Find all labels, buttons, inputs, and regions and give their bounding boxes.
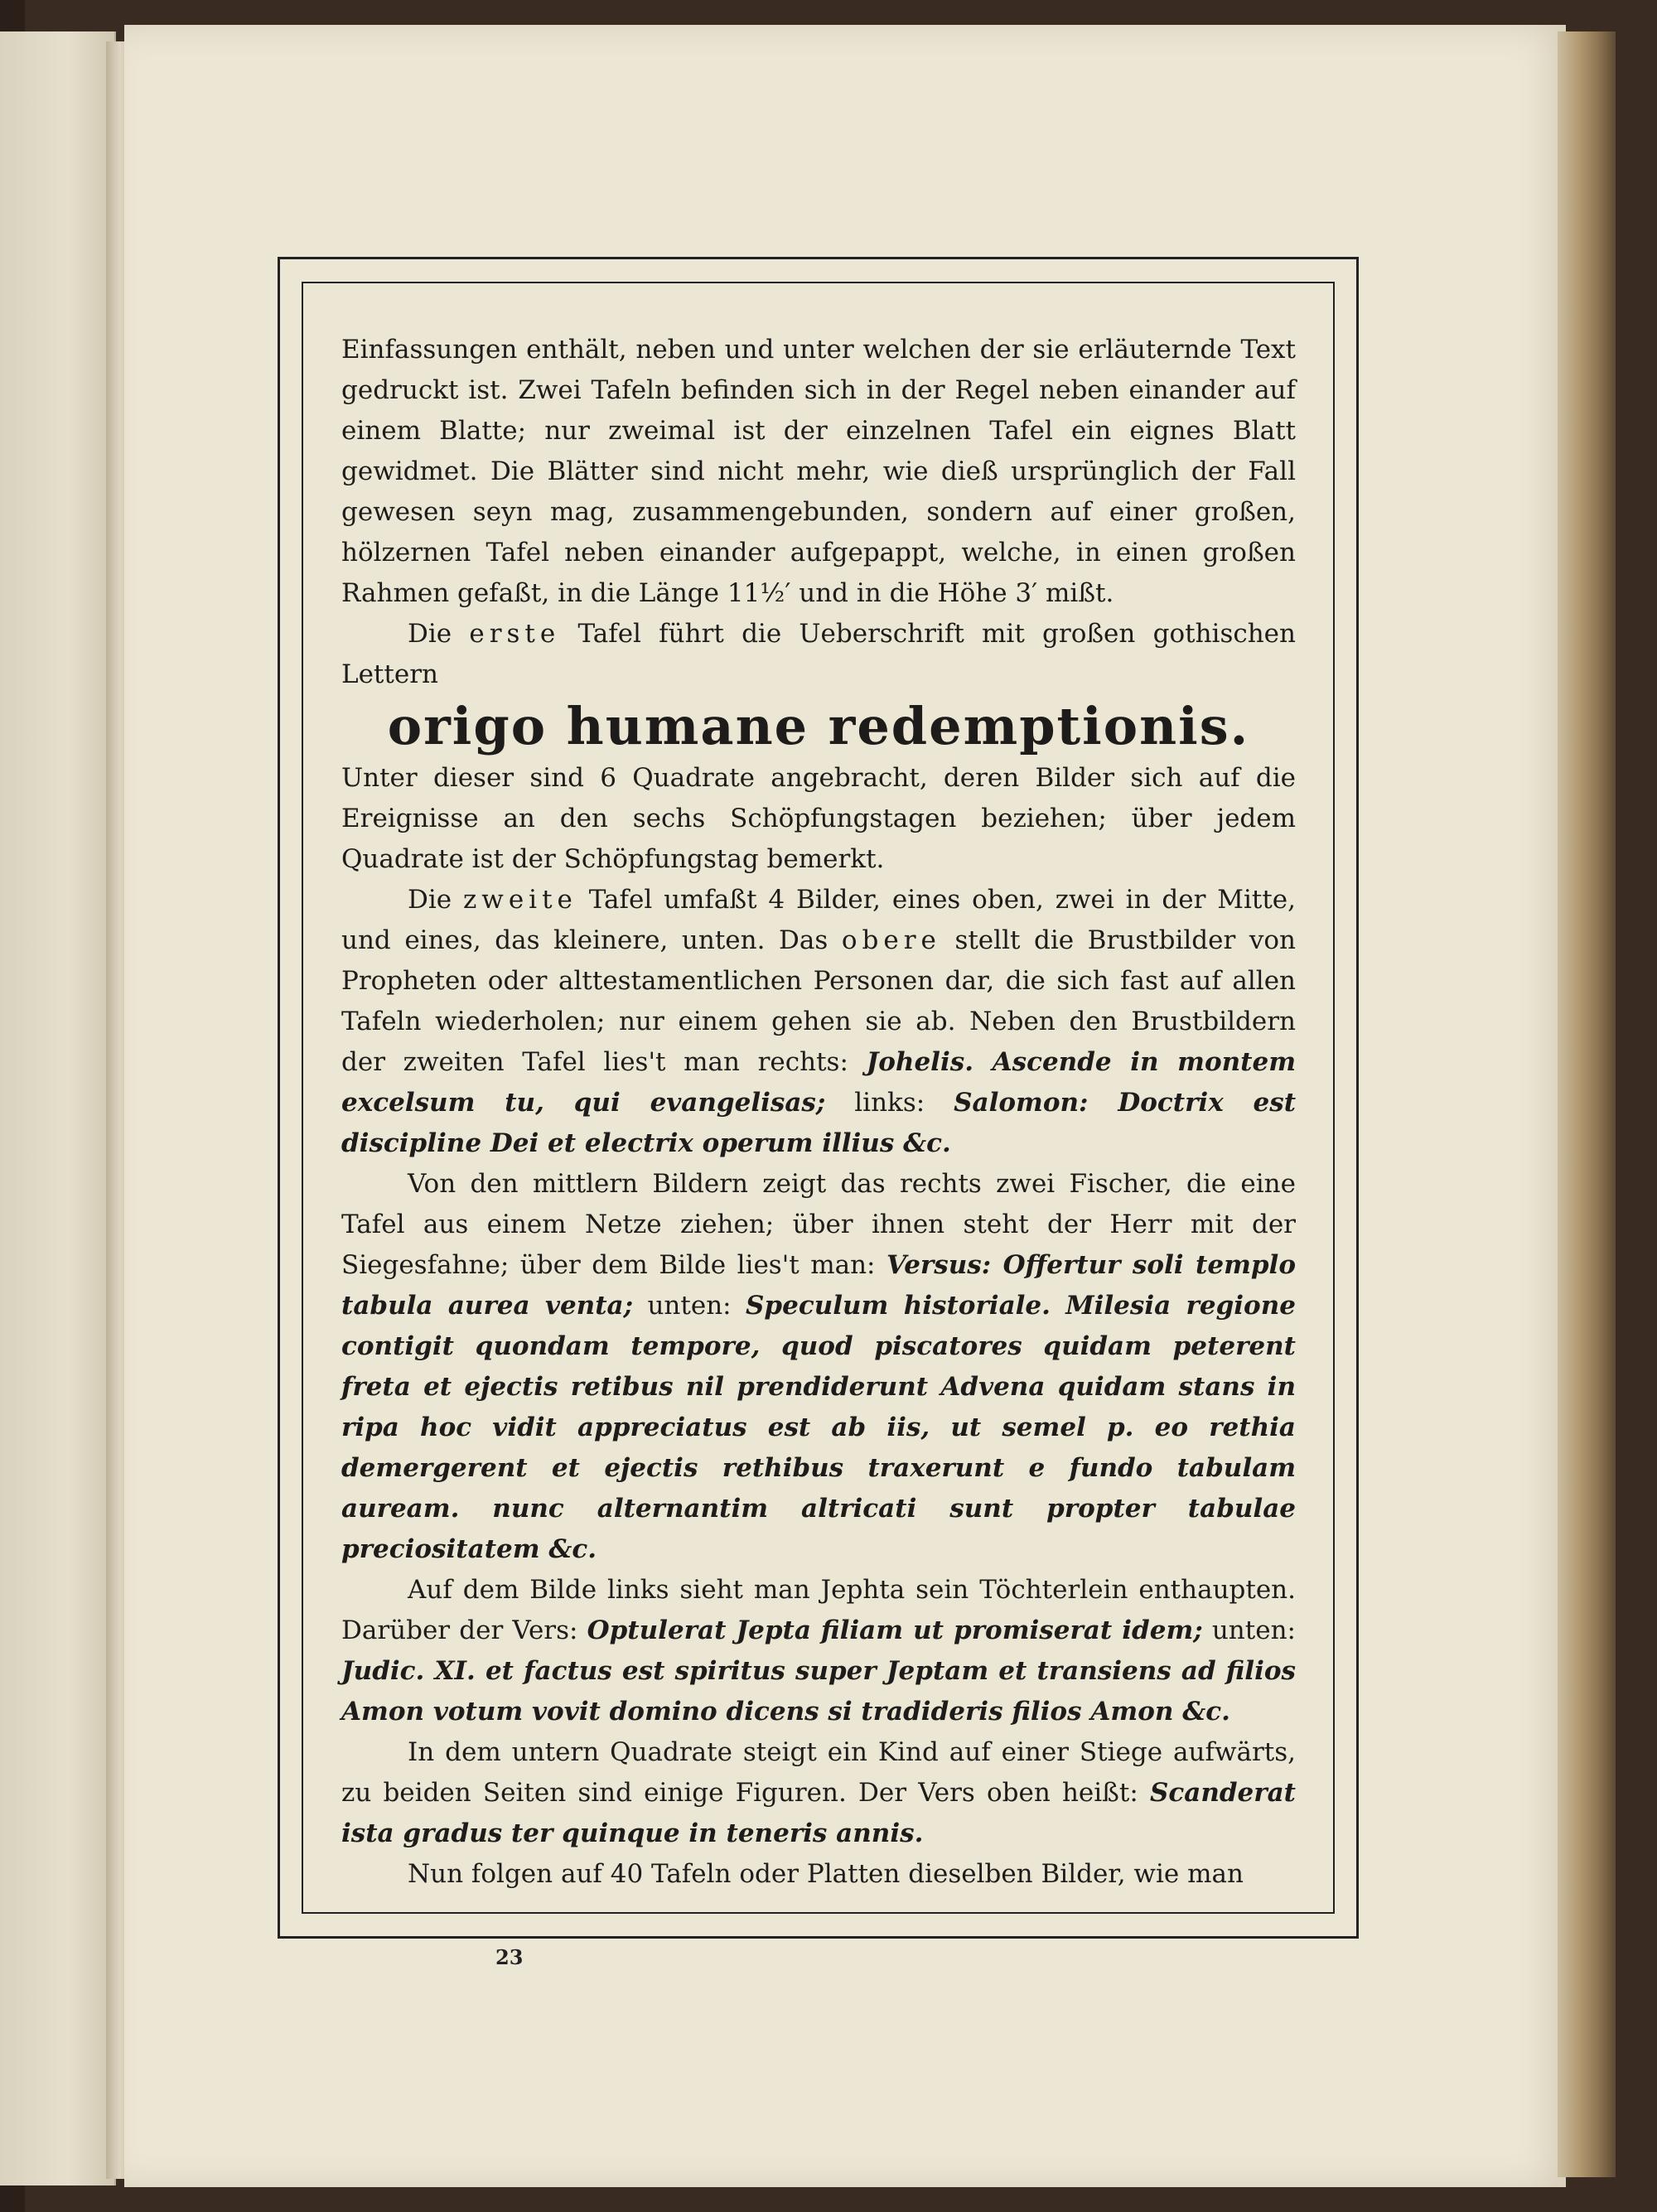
spaced-emphasis: zweite <box>462 885 577 915</box>
text-run: Einfassungen enthält, neben und unter welchen der sie erläuternde Text gedruckt ist. Zwei Tafeln befinden sich in der Regel neben einander auf einem Blatte; nur zweimal ist der einzelnen Tafel ein eignes Blatt gewidmet. Die Blätter sind nicht mehr, wie dieß ursprünglich der Fall gewesen seyn mag, zusammengebunden, sondern auf einer großen, hölzernen Tafel neben einander aufgepappt, welche, in einen großen Rahmen gefaßt, in die Länge 11½′ und in die Höhe 3′ mißt. <box>341 335 1296 608</box>
text-run: unten: <box>1202 1616 1296 1645</box>
latin-quote: Salomon: Doctrix est discipline Dei et electrix operum illius &c. <box>341 1088 1297 1158</box>
text-run: stellt die Brustbilder von Propheten oder alttestamentlichen Personen dar, die sich fast auf allen Tafeln wiederholen; nur einem gehen sie ab. Neben den Brustbildern der zweiten Tafel lies't man rechts: <box>341 925 1296 1077</box>
latin-quote: Judic. XI. et factus est spiritus super Jeptam et transiens ad filios Amon votum vovit domino dicens si tradideris filios Amon &c. <box>341 1656 1296 1727</box>
paragraph <box>341 1732 1296 1854</box>
paragraph <box>341 880 1296 1164</box>
latin-quote: Speculum historiale. Milesia regione contigit quondam tempore, quod piscatores quidam peterent freta et ejectis retibus nil prendiderunt Advena quidam stans in ripa hoc vidit appreciatus est ab iis, ut semel p. eo rethia demergerent et ejectis rethibus traxerunt e fundo tabulam auream. nunc alternantim altricati sunt propter tabulae preciositatem &c. <box>341 1291 1296 1564</box>
heading-origo <box>341 695 1296 758</box>
text-run: Tafel führt die Ueberschrift mit großen gothischen Lettern <box>341 619 1296 689</box>
paragraph <box>341 330 1296 614</box>
text-run: Die <box>408 619 470 649</box>
latin-quote: Johelis. Ascende in montem excelsum tu, qui evangelisas; <box>341 1047 1296 1118</box>
paragraph <box>341 1164 1296 1570</box>
text-run: Die <box>408 885 463 915</box>
text-run: Nun folgen auf 40 Tafeln oder Platten dieselben Bilder, wie man <box>408 1859 1244 1889</box>
left-page-edge <box>0 31 116 2185</box>
body-text <box>341 330 1296 1895</box>
spaced-emphasis: obere <box>841 925 941 955</box>
paragraph <box>341 1854 1296 1895</box>
page-edges <box>1558 31 1616 2177</box>
latin-quote: Versus: Offertur soli templo tabula aurea venta; <box>341 1250 1296 1321</box>
paragraph <box>341 614 1296 695</box>
page-number: 23 <box>495 1945 524 1969</box>
latin-quote: Optulerat Jepta filiam ut promiserat idem; <box>587 1616 1203 1645</box>
text-run: Von den mittlern Bildern zeigt das rechts zwei Fischer, die eine Tafel aus einem Netze ziehen; über ihnen steht der Herr mit der Siegesfahne; über dem Bilde lies't man: <box>341 1169 1296 1280</box>
text-run: Auf dem Bilde links sieht man Jephta sein Töchterlein enthaupten. Darüber der Vers: <box>341 1575 1296 1645</box>
spaced-emphasis: erste <box>469 619 561 649</box>
text-run: Unter dieser sind 6 Quadrate angebracht, deren Bilder sich auf die Ereignisse an den sechs Schöpfungstagen beziehen; über jedem Quadrate ist der Schöpfungstag bemerkt. <box>341 763 1296 874</box>
text-run: In dem untern Quadrate steigt ein Kind auf einer Stiege aufwärts, zu beiden Seiten sind einige Figuren. Der Vers oben heißt: <box>341 1737 1296 1808</box>
paragraph <box>341 1570 1296 1732</box>
text-run: links: <box>825 1088 954 1118</box>
latin-quote: Scanderat ista gradus ter quinque in teneris annis. <box>341 1778 1296 1848</box>
heading-text: origo humane redemptionis. <box>387 696 1250 756</box>
text-run: Tafel umfaßt 4 Bilder, eines oben, zwei in der Mitte, und eines, das kleinere, unten. Das <box>341 885 1297 955</box>
paragraph <box>341 758 1296 880</box>
text-run: unten: <box>633 1291 746 1321</box>
